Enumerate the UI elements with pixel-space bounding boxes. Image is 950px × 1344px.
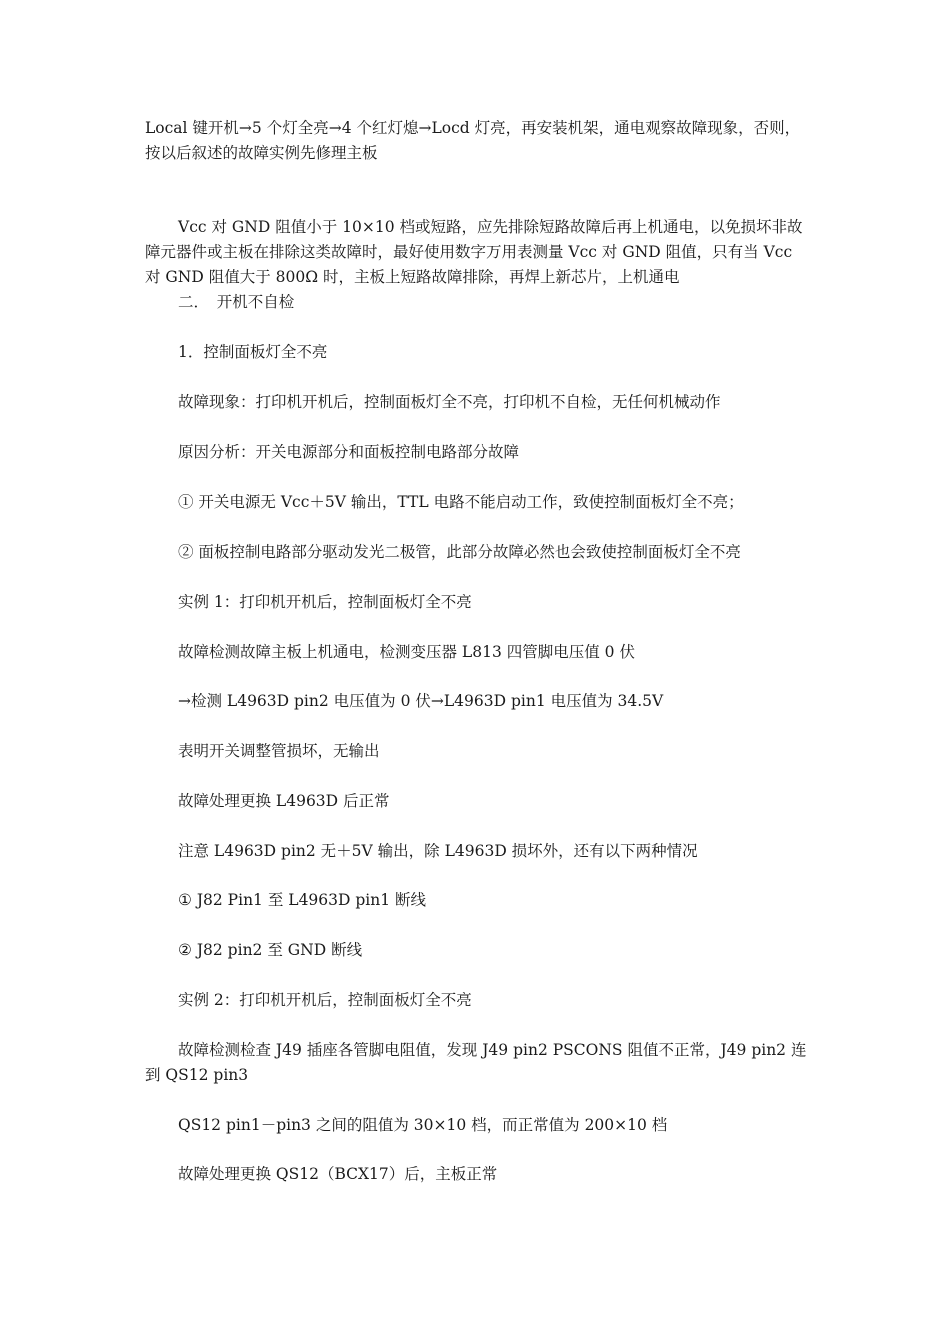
- paragraph-example-1-detect: 故障检测故障主板上机通电，检测变压器 L813 四管脚电压值 0 伏: [178, 643, 635, 661]
- paragraph-example-1-conclusion: 表明开关调整管损坏，无输出: [178, 742, 380, 760]
- list-item-note-1: ① J82 Pin1 至 L4963D pin1 断线: [178, 891, 427, 909]
- paragraph-fault-symptom: 故障现象：打印机开机后，控制面板灯全不亮，打印机不自检，无任何机械动作: [178, 393, 721, 411]
- paragraph-example-2-detect: 故障检测检查 J49 插座各管脚电阻值，发现 J49 pin2 PSCONS 阻值不正常，J49 pin2 连到 QS12 pin3: [145, 1041, 807, 1084]
- paragraph-vcc-gnd-resistance: Vcc 对 GND 阻值小于 10×10 档或短路，应先排除短路故障后再上机通电，以免损坏非故障元器件或主板在排除这类故障时，最好使用数字万用表测量 Vcc 对 GND 阻值，只有当 Vcc 对 GND 阻值大于 800Ω 时，主板上短路故障排除，再焊上新芯片，上机通电: [145, 218, 803, 286]
- subsection-heading-panel-lights-off: 1．控制面板灯全不亮: [178, 343, 328, 361]
- list-item-cause-1: ① 开关电源无 Vcc＋5V 输出，TTL 电路不能启动工作，致使控制面板灯全不亮；: [178, 493, 744, 511]
- paragraph-example-1: 实例 1：打印机开机后，控制面板灯全不亮: [178, 593, 472, 611]
- paragraph-example-1-note: 注意 L4963D pin2 无＋5V 输出，除 L4963D 损坏外，还有以下两种情况: [178, 842, 698, 860]
- paragraph-example-2: 实例 2：打印机开机后，控制面板灯全不亮: [178, 991, 472, 1009]
- paragraph-example-2-fix: 故障处理更换 QS12（BCX17）后，主板正常: [178, 1165, 498, 1183]
- paragraph-example-2-resistance: QS12 pin1－pin3 之间的阻值为 30×10 档，而正常值为 200×10 档: [178, 1116, 668, 1134]
- paragraph-example-1-fix: 故障处理更换 L4963D 后正常: [178, 792, 390, 810]
- paragraph-example-1-detect-continued: →检测 L4963D pin2 电压值为 0 伏→L4963D pin1 电压值为 34.5V: [178, 692, 664, 710]
- section-heading-no-self-test: 二． 开机不自检: [178, 293, 295, 311]
- paragraph-local-key-startup: Local 键开机→5 个灯全亮→4 个红灯熄→Locd 灯亮，再安装机架，通电观察故障现象，否则，按以后叙述的故障实例先修理主板: [145, 119, 801, 162]
- list-item-note-2: ② J82 pin2 至 GND 断线: [178, 941, 363, 959]
- paragraph-cause-analysis: 原因分析：开关电源部分和面板控制电路部分故障: [178, 443, 520, 461]
- list-item-cause-2: ② 面板控制电路部分驱动发光二极管，此部分故障必然也会致使控制面板灯全不亮: [178, 543, 741, 561]
